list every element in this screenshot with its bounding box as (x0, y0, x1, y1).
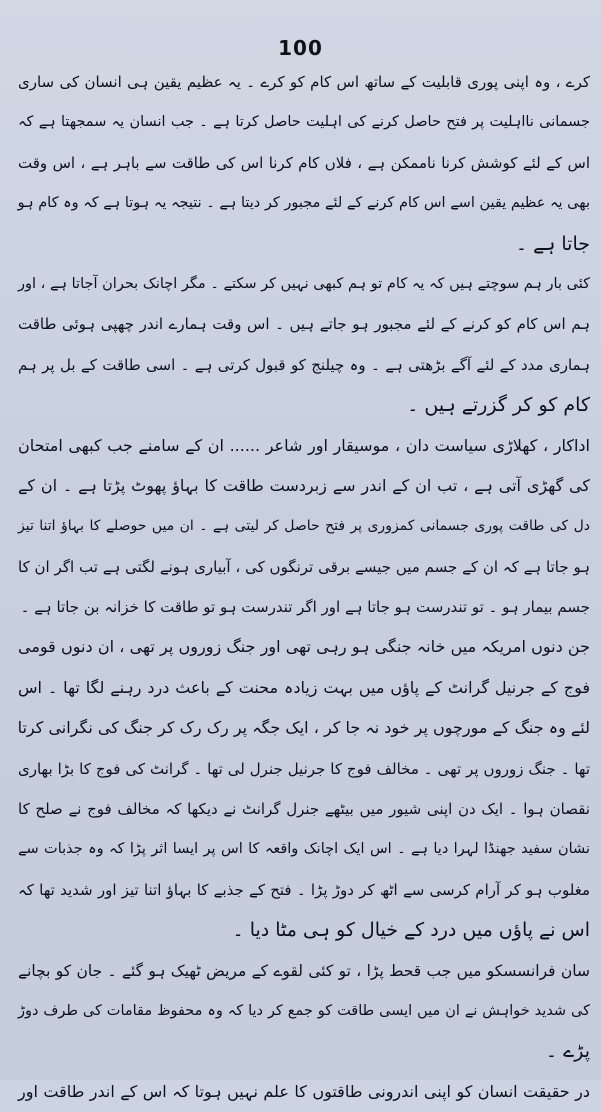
text-line: جسمانی نااہلیت پر فتح حاصل کرنے کی اہلیت حاصل کرتا ہے ۔ جب انسان یہ سمجھتا ہے کہ (18, 114, 590, 131)
text-line: کئی بار ہم سوچتے ہیں کہ یہ کام تو ہم کبھی نہیں کر سکتے ۔ مگر اچانک بحران آجاتا ہے ، اور (18, 275, 590, 292)
text-line: پڑے ۔ (545, 1040, 590, 1063)
text-line: در حقیقت انسان کو اپنی اندرونی طاقتوں کا علم نہیں ہوتا کہ اس کے اندر طاقت اور (18, 1081, 590, 1101)
text-line: تھا ۔ جنگ زوروں پر تھی ۔ مخالف فوج کا جرنیل جنرل لی تھا ۔ گرانٹ کی فوج کا بڑا بھاری (18, 759, 590, 778)
text-line: ہماری مدد کے لئے آگے بڑھتی ہے ۔ وہ چیلنج کو قبول کرتی ہے ۔ اسی طاقت کے بل پر ہم (18, 355, 590, 374)
text-line: فوج کے جرنیل گرانٹ کے پاؤں میں بہت زیادہ محنت کے باعث درد رہنے لگا تھا ۔ اس (18, 677, 590, 697)
text-line: بھی یہ عظیم یقین اسے اس کام کرنے کے لئے مجبور کر دیتا ہے ۔ نتیجہ یہ ہوتا ہے کہ وہ کام ہو (17, 195, 590, 212)
text-line: اداکار ، کھلاڑی سیاست دان ، موسیقار اور شاعر ...... ان کے سامنے جب کبھی امتحان (18, 435, 590, 455)
text-line: لئے وہ جنگ کے مورچوں پر خود نہ جا کر ، ایک جگہ پر رک رک کر جنگ کی نگرانی کرتا (17, 718, 590, 738)
urdu-text-body (18, 62, 590, 1112)
text-line: نقصان ہوا ۔ ایک دن اپنی شیور میں بیٹھے جنرل گرانٹ نے دیکھا کہ مخالف فوج نے صلح کا (18, 800, 590, 819)
text-line: دل کی طاقت پوری جسمانی کمزوری پر فتح حاصل کر لیتی ہے ۔ ان میں حوصلے کا بہاؤ اتنا تیز (18, 518, 590, 535)
text-line: مغلوب ہو کر آرام کرسی سے اٹھ کر دوڑ پڑا ۔ فتح کے جذبے کا بہاؤ اتنا تیز اور شدید تھا کہ (18, 880, 590, 899)
text-line: نشان سفید جھنڈا لہرا دیا ہے ۔ اس ایک اچانک واقعہ کا اس پر ایسا اثر پڑا کہ وہ جذبات سے (18, 841, 590, 858)
page-number: 100 (278, 36, 323, 60)
text-line: جسم بیمار ہو ۔ تو تندرست ہو جاتا ہے اور اگر تندرست ہو تو طاقت کا خزانہ بن جاتا ہے ۔ (20, 598, 590, 617)
text-line: ہم اس کام کو کرنے کے لئے مجبور ہو جاتے ہیں ۔ اس وقت ہمارے اندر چھپی ہوئی طاقت (18, 315, 590, 334)
text-line: ہو جاتا ہے کہ ان کے جسم میں جیسے برقی ترنگوں کی ، آبیاری ہونے لگتی ہے تب اگر ان کا (18, 557, 590, 576)
text-line: سان فرانسسکو میں جب قحط پڑا ، تو کئی لقوے کے مریض ٹھیک ہو گئے ۔ جان کو بچانے (18, 961, 590, 980)
text-line: کام کو کر گزرتے ہیں ۔ (407, 394, 590, 417)
text-line: اس نے پاؤں میں درد کے خیال کو ہی مٹا دیا ۔ (232, 919, 590, 942)
text-line: جاتا ہے ۔ (515, 232, 590, 255)
text-line: کرے ، وہ اپنی پوری قابلیت کے ساتھ اس کام کو کرے ۔ یہ عظیم یقین ہی انسان کی ساری (18, 73, 590, 91)
text-line: جن دنوں امریکہ میں خانہ جنگی ہو رہی تھی اور جنگ زوروں پر تھی ، ان دنوں قومی (18, 637, 590, 657)
text-line: کی شدید خواہش نے ان میں ایسی طاقت کو جمع کر دیا کہ وہ محفوظ مقامات کی طرف دوڑ (18, 1002, 590, 1019)
text-line: کی گھڑی آتی ہے ، تب ان کے اندر سے زبردست طاقت کا بہاؤ پھوٹ پڑتا ہے ۔ ان کے (18, 475, 590, 495)
text-line: اس کے لئے کوشش کرنا ناممکن ہے ، فلاں کام کرنا اس کی طاقت سے باہر ہے ، اس وقت (18, 153, 590, 172)
